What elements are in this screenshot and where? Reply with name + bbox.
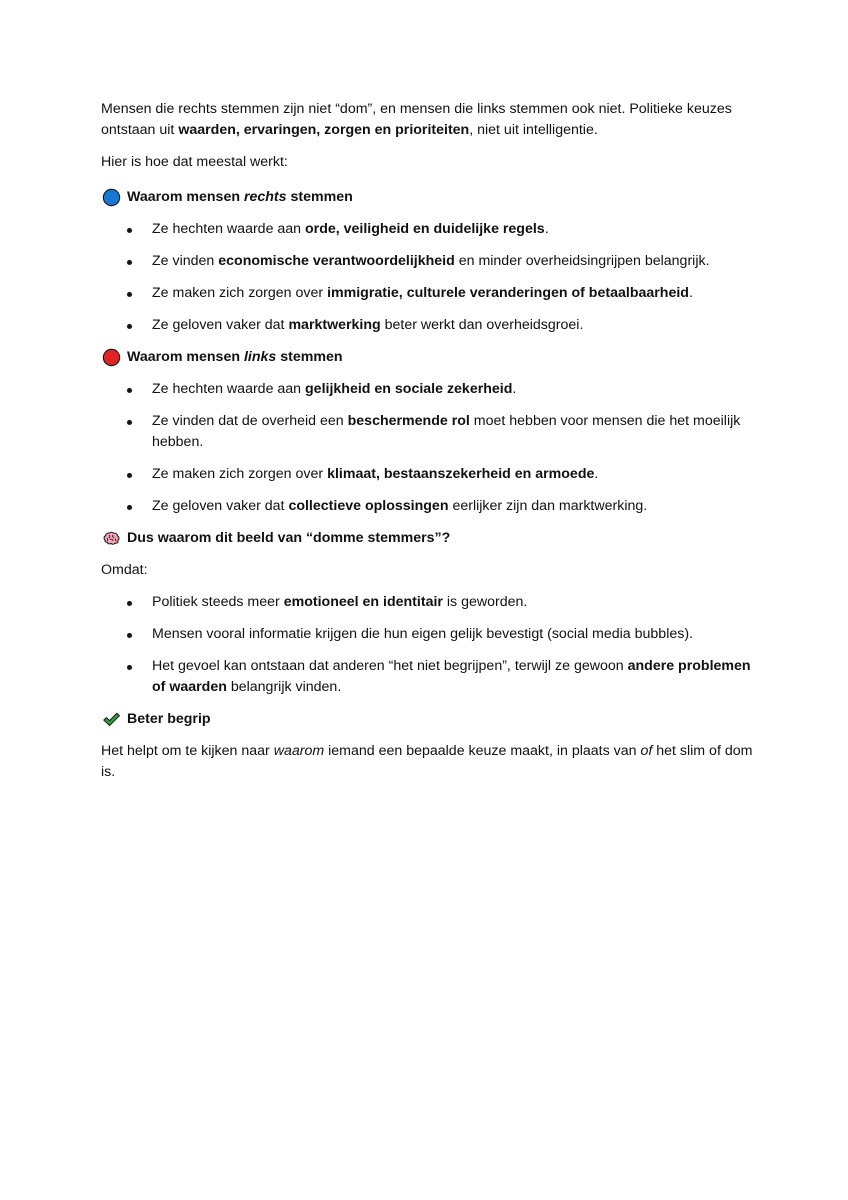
- check-mark-icon: [102, 710, 121, 729]
- list-item: [101, 315, 761, 336]
- item-bold: economische verantwoordelijkheid: [218, 253, 455, 269]
- better-text-3: het slim of dom is.: [101, 743, 753, 780]
- red-circle-icon: [102, 348, 121, 367]
- list-right-reasons: [101, 219, 761, 336]
- better-text: Het helpt om te kijken naar: [101, 743, 274, 759]
- list-item: [101, 411, 761, 453]
- item-bold: andere problemen of waarden: [152, 658, 751, 695]
- bullet-icon: [127, 601, 132, 606]
- heading-better-text: Beter begrip: [127, 711, 211, 727]
- item-text-end: eerlijker zijn dan marktwerking.: [448, 498, 648, 514]
- heading-left-text: [127, 347, 343, 368]
- item-bold: immigratie, culturele veranderingen of betaalbaarheid: [327, 285, 689, 301]
- document-content: [101, 99, 761, 783]
- heading-left-suffix: stemmen: [276, 349, 343, 365]
- item-bold: gelijkheid en sociale zekerheid: [305, 381, 513, 397]
- bullet-icon: [127, 292, 132, 297]
- heading-why-text: Dus waarom dit beeld van “domme stemmers”?: [127, 530, 451, 546]
- better-emphasis-1: waarom: [273, 743, 325, 759]
- item-bold: orde, veiligheid en duidelijke regels: [305, 221, 545, 237]
- item-text: Ze maken zich zorgen over: [152, 466, 328, 482]
- intro-text: Mensen die rechts stemmen zijn niet “dom”, en mensen die links stemmen ook niet. Politieke keuzes ontstaan uit: [101, 101, 732, 138]
- better-paragraph: [101, 741, 761, 783]
- heading-left-voters: [102, 347, 761, 368]
- item-bold: emotioneel en identitair: [283, 594, 443, 610]
- list-item: [101, 624, 761, 645]
- item-text-end: belangrijk vinden.: [226, 679, 342, 695]
- item-text-end: is geworden.: [442, 594, 528, 610]
- item-text: Ze hechten waarde aan: [152, 221, 306, 237]
- list-item: [101, 592, 761, 613]
- list-item: [101, 379, 761, 400]
- bullet-icon: [127, 228, 132, 233]
- bullet-icon: [127, 633, 132, 638]
- bullet-icon: [127, 388, 132, 393]
- item-bold: collectieve oplossingen: [288, 498, 449, 514]
- item-text-end: .: [594, 466, 599, 482]
- item-text-end: beter werkt dan overheidsgroei.: [380, 317, 584, 333]
- bullet-icon: [127, 324, 132, 329]
- bullet-icon: [127, 665, 132, 670]
- why-lead: Omdat:: [101, 562, 148, 578]
- heading-left-emphasis: links: [243, 349, 277, 365]
- item-text: Ze hechten waarde aan: [152, 381, 306, 397]
- intro-text-end: , niet uit intelligentie.: [469, 122, 598, 138]
- brain-icon: [102, 529, 121, 548]
- list-item: [101, 656, 761, 698]
- list-item: [101, 251, 761, 272]
- item-text: Mensen vooral informatie krijgen die hun eigen gelijk bevestigt (social media bubbles).: [152, 626, 693, 642]
- list-item: [101, 283, 761, 304]
- item-text: Ze geloven vaker dat: [152, 498, 289, 514]
- item-bold: beschermende rol: [347, 413, 470, 429]
- blue-circle-icon: [102, 188, 121, 207]
- heading-right-suffix: stemmen: [286, 189, 353, 205]
- item-text: Het gevoel kan ontstaan dat anderen “het niet begrijpen”, terwijl ze gewoon: [152, 658, 628, 674]
- item-text-end: en minder overheidsingrijpen belangrijk.: [454, 253, 710, 269]
- item-text: Politiek steeds meer: [152, 594, 284, 610]
- list-item: [101, 464, 761, 485]
- intro-bold: waarden, ervaringen, zorgen en prioriteiten: [178, 122, 470, 138]
- list-item: [101, 496, 761, 517]
- heading-right-text: [127, 187, 353, 208]
- item-text: Ze vinden dat de overheid een: [152, 413, 348, 429]
- better-emphasis-2: of: [640, 743, 653, 759]
- item-text-end: .: [544, 221, 549, 237]
- bullet-icon: [127, 473, 132, 478]
- heading-better: [102, 709, 761, 730]
- heading-right-emphasis: rechts: [243, 189, 287, 205]
- item-text-end: .: [512, 381, 517, 397]
- heading-right-voters: [102, 187, 761, 208]
- better-text-2: iemand een bepaalde keuze maakt, in plaats van: [324, 743, 641, 759]
- intro-paragraph: [101, 99, 761, 141]
- bullet-icon: [127, 505, 132, 510]
- list-why-reasons: [101, 592, 761, 698]
- item-text: Ze vinden: [152, 253, 219, 269]
- item-bold: marktwerking: [288, 317, 381, 333]
- list-item: [101, 219, 761, 240]
- bullet-icon: [127, 420, 132, 425]
- item-text: Ze maken zich zorgen over: [152, 285, 328, 301]
- lead-paragraph: Hier is hoe dat meestal werkt:: [101, 154, 288, 170]
- heading-why: [102, 528, 761, 549]
- bullet-icon: [127, 260, 132, 265]
- item-text-end: moet hebben voor mensen die het moeilijk hebben.: [152, 413, 741, 450]
- item-bold: klimaat, bestaanszekerheid en armoede: [327, 466, 595, 482]
- item-text: Ze geloven vaker dat: [152, 317, 289, 333]
- item-text-end: .: [688, 285, 693, 301]
- list-left-reasons: [101, 379, 761, 517]
- heading-left-prefix: Waarom mensen: [127, 349, 244, 365]
- heading-right-prefix: Waarom mensen: [127, 189, 244, 205]
